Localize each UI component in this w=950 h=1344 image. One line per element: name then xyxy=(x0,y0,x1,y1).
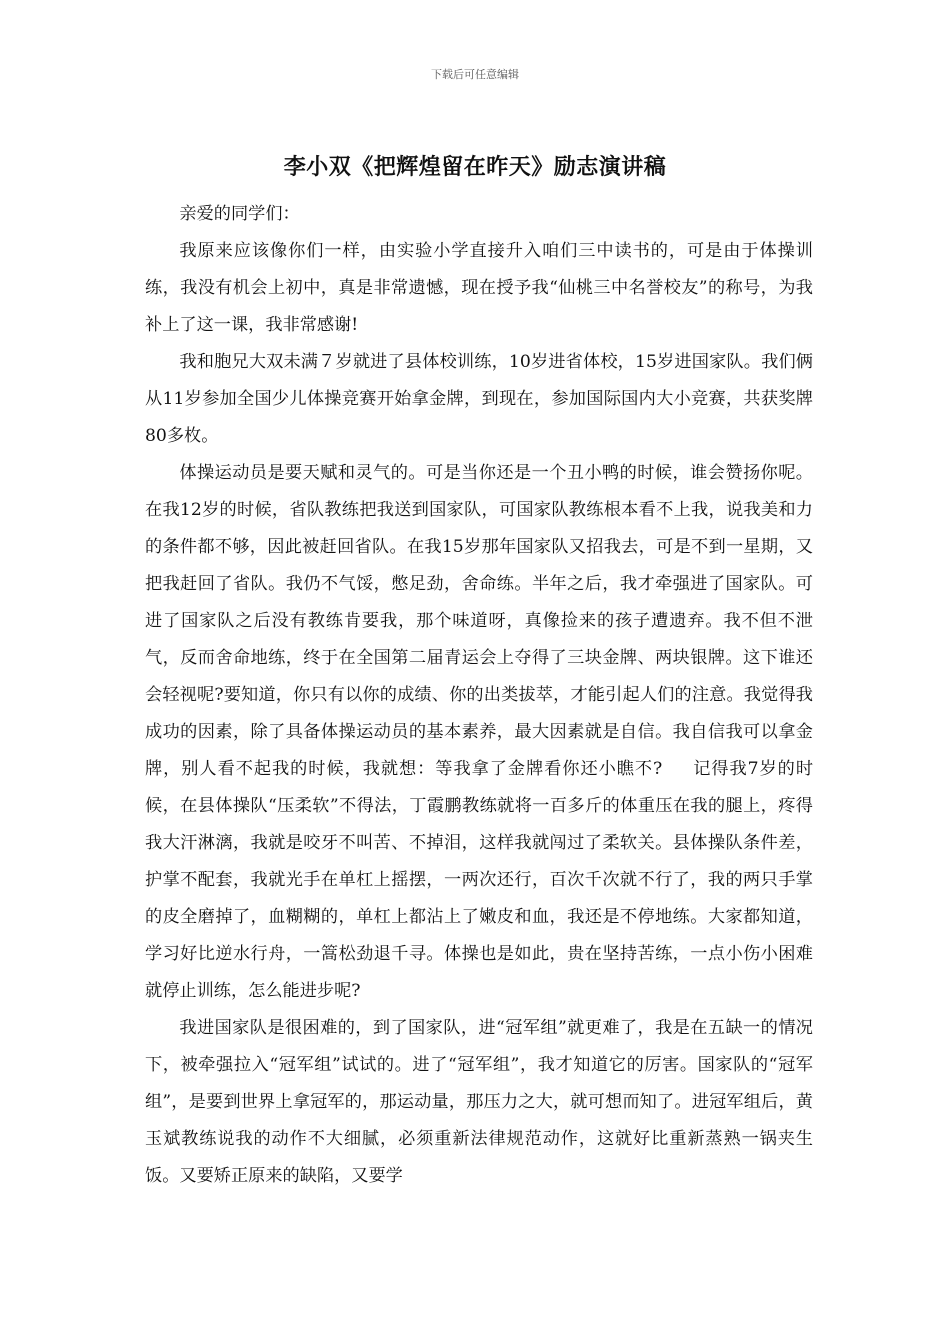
paragraph-3 xyxy=(145,455,813,1010)
document-title: 李小双《把辉煌留在昨天》励志演讲稿 xyxy=(283,155,667,180)
greeting: 亲爱的同学们： xyxy=(179,204,300,224)
document-body xyxy=(145,196,813,1195)
paragraph-4-text: 记得我7岁的时候，在县体操队“压柔软”不得法，丁霞鹏教练就将一百多斤的体重压在我的腿上，疼得我大汗淋漓，我就是咬牙不叫苦、不掉泪，这样我就闯过了柔软关。县体操队条件差，护掌不配套，我就光手在单杠上摇摆，一两次还行，百次千次就不行了，我的两只手掌的皮全磨掉了，血糊糊的，单杠上都沾上了嫩皮和血，我还是不停地练。大家都知道，学习好比逆水行舟，一篙松劲退千寻。体操也是如此，贵在坚持苦练，一点小伤小困难就停止训练，怎么能进步呢? xyxy=(145,759,814,1001)
header-note: 下载后可任意编辑 xyxy=(431,68,519,81)
paragraph-5: 我进国家队是很困难的，到了国家队，进“冠军组”就更难了，我是在五缺一的情况下，被牵强拉入“冠军组”试试的。进了“冠军组”，我才知道它的厉害。国家队的“冠军组”，是要到世界上拿冠军的，那运动量，那压力之大，就可想而知了。进冠军组后，黄玉斌教练说我的动作不大细腻，必须重新法律规范动作，这就好比重新蒸熟一锅夹生饭。又要矫正原来的缺陷，又要学 xyxy=(145,1018,813,1186)
paragraph-3-text: 体操运动员是要天赋和灵气的。可是当你还是一个丑小鸭的时候，谁会赞扬你呢。在我12岁的时候，省队教练把我送到国家队，可国家队教练根本看不上我，说我美和力的条件都不够，因此被赶回省队。在我15岁那年国家队又招我去，可是不到一星期，又把我赶回了省队。我仍不气馁，憋足劲，舍命练。半年之后，我才牵强进了国家队。可进了国家队之后没有教练肯要我，那个味道呀，真像捡来的孩子遭遗弃。我不但不泄气，反而舍命地练，终于在全国第二届青运会上夺得了三块金牌、两块银牌。这下谁还会轻视呢?要知道，你只有以你的成绩、你的出类拔萃，才能引起人们的注意。我觉得我成功的因素，除了具备体操运动员的基本素养，最大因素就是自信。我自信我可以拿金牌，别人看不起我的时候，我就想：等我拿了金牌看你还小瞧不? xyxy=(145,463,813,779)
paragraph-2: 我和胞兄大双未满７岁就进了县体校训练，10岁进省体校，15岁进国家队。我们俩从11岁参加全国少儿体操竞赛开始拿金牌，到现在，参加国际国内大小竞赛，共获奖牌80多枚。 xyxy=(145,352,813,446)
paragraph-1: 我原来应该像你们一样，由实验小学直接升入咱们三中读书的，可是由于体操训练，我没有机会上初中，真是非常遗憾，现在授予我“仙桃三中名誉校友”的称号，为我补上了这一课，我非常感谢! xyxy=(145,241,813,335)
